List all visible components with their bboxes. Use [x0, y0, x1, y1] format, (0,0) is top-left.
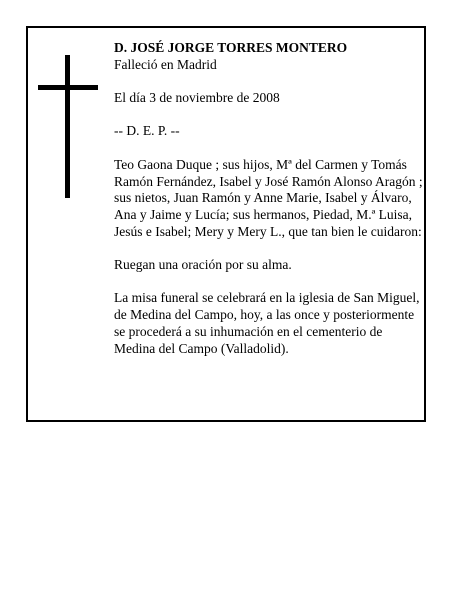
- rip-line: -- D. E. P. --: [114, 123, 180, 139]
- place-of-death: Falleció en Madrid: [114, 56, 217, 72]
- obituary-notice: [26, 26, 426, 422]
- cross-horizontal-bar: [38, 85, 98, 90]
- cross-icon: [38, 55, 98, 198]
- funeral-details: La misa funeral se celebrará en la iglesia de San Miguel, de Medina del Campo, hoy, a las once y posteriormente se procederá a su inhumación en el cementerio de Medina del Campo (Valladolid).: [114, 290, 420, 356]
- cross-vertical-bar: [65, 55, 70, 198]
- notice-text: [114, 40, 426, 357]
- date-of-death: El día 3 de noviembre de 2008: [114, 90, 280, 106]
- deceased-name: D. JOSÉ JORGE TORRES MONTERO: [114, 40, 348, 55]
- mourners-list: Teo Gaona Duque ; sus hijos, Mª del Carmen y Tomás Ramón Fernández, Isabel y José Ramón Alonso Aragón ; sus nietos, Juan Ramón y Anne Marie, Isabel y Álvaro, Ana y Jaime y Lucía; sus hermanos, Piedad, M.ª Luisa, Jesús e Isabel; Mery y Mery L., que tan bien le cuidaron:: [114, 156, 423, 239]
- prayer-request: Ruegan una oración por su alma.: [114, 257, 292, 273]
